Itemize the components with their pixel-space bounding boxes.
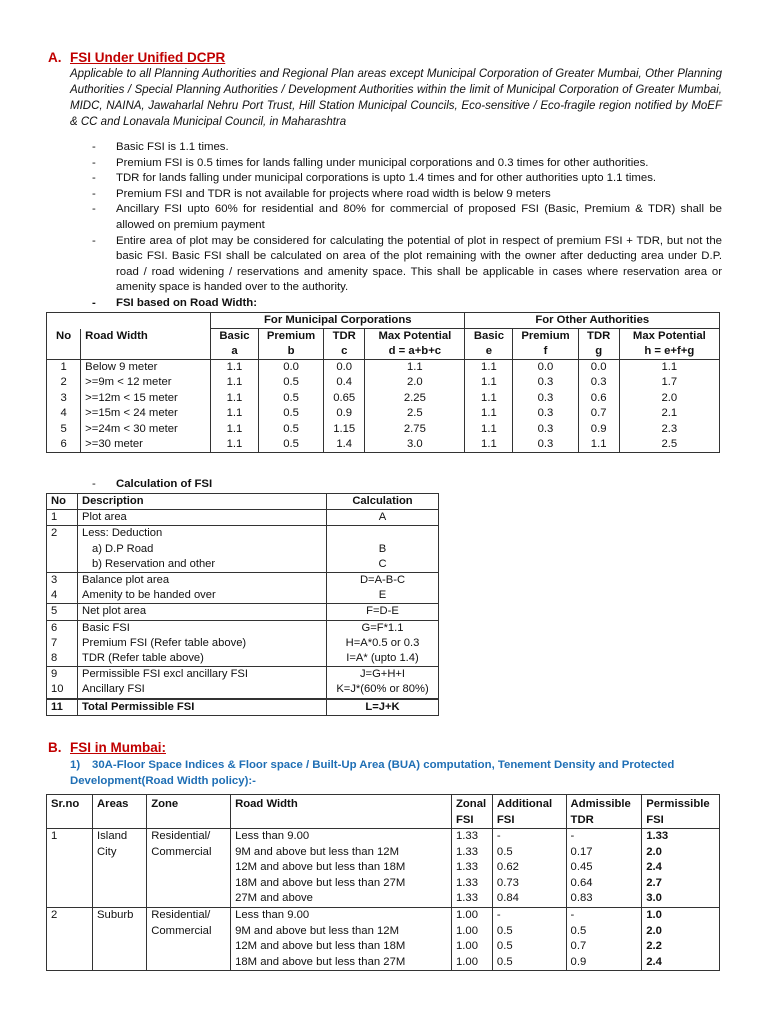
subheading-text: 30A-Floor Space Indices & Floor space / Built-Up Area (BUA) computation, Tenement Density and Protected Development(Road Width policy):- [70, 759, 675, 787]
table-cell: 0.84 [492, 891, 566, 907]
table-cell: 6 [47, 437, 81, 453]
table-cell: 1.33 [452, 845, 493, 861]
table-cell [47, 542, 78, 557]
table-header-cell: Calculation [327, 494, 439, 510]
table-cell: 1.15 [324, 422, 365, 437]
table-cell: 1.00 [452, 907, 493, 923]
table-cell: 18M and above but less than 27M [231, 955, 452, 971]
table-cell: 0.5 [492, 845, 566, 861]
table-cell: 1.1 [619, 360, 719, 376]
table-cell: 1.1 [211, 375, 259, 390]
table-cell: 0.62 [492, 860, 566, 876]
table-cell: 1.1 [211, 422, 259, 437]
table-cell: >=12m < 15 meter [81, 391, 211, 406]
table-cell: H=A*0.5 or 0.3 [327, 636, 439, 651]
table-cell: 1.1 [465, 375, 513, 390]
table-cell: >=9m < 12 meter [81, 375, 211, 390]
table-cell: 2.25 [365, 391, 465, 406]
table-cell-area: Suburb [93, 907, 147, 970]
table-cell: 3 [47, 573, 78, 589]
table-header-cell: Basic [211, 329, 259, 345]
table-cell: I=A* (upto 1.4) [327, 651, 439, 667]
table-row [47, 682, 439, 698]
table-header-cell: Premium [513, 329, 578, 345]
bullet-item: - Basic FSI is 1.1 times. [92, 140, 722, 156]
table-cell: 0.5 [258, 375, 323, 390]
table-cell: 1.1 [465, 360, 513, 376]
table-row [47, 636, 439, 651]
table-cell: 0.5 [258, 391, 323, 406]
table-cell: 2.4 [642, 860, 720, 876]
table-cell: 0.5 [258, 422, 323, 437]
table-cell: 0.3 [578, 375, 619, 390]
table-cell: 0.7 [566, 939, 642, 955]
bullet-item: - Entire area of plot may be considered for calculating the potential of plot in respect of premium FSI + TDR, but not the basic FSI. Basic FSI shall be calculated on area of the plot remaining with the owner after deducting area under D.P. road / road widening / reservations and amenity space. This shall be applicable in cases where reservation area or amenity space is handed over to the authority. [92, 234, 722, 296]
table-cell-area: Island City [93, 829, 147, 908]
table-cell: >=15m < 24 meter [81, 406, 211, 421]
table-cell: 2.75 [365, 422, 465, 437]
table-header-row [47, 795, 720, 829]
table-cell: 9M and above but less than 12M [231, 924, 452, 940]
table-row [47, 391, 720, 406]
table-header-cell: Zonal FSI [452, 795, 493, 829]
table-header-cell: Areas [93, 795, 147, 829]
table-cell: TDR (Refer table above) [78, 651, 327, 667]
table-cell [47, 557, 78, 573]
table-cell: 0.3 [513, 375, 578, 390]
table-subheader-cell: b [258, 344, 323, 360]
table-cell: 10 [47, 682, 78, 698]
table-cell: 0.3 [513, 437, 578, 453]
table-cell: 1.1 [211, 391, 259, 406]
table-cell: >=24m < 30 meter [81, 422, 211, 437]
table-header-cell: Description [78, 494, 327, 510]
table-cell: 0.5 [492, 924, 566, 940]
bullet-item: - Premium FSI and TDR is not available for projects where road width is below 9 meters [92, 187, 722, 203]
table-row [47, 907, 720, 923]
table-cell: 0.9 [578, 422, 619, 437]
table-subheader-cell: d = a+b+c [365, 344, 465, 360]
table-row [47, 620, 439, 636]
table-row [47, 360, 720, 376]
table-row [47, 557, 439, 573]
table-cell: Basic FSI [78, 620, 327, 636]
table-cell: 1.00 [452, 955, 493, 971]
table-cell: 0.5 [258, 437, 323, 453]
table-header-cell: No [47, 329, 81, 345]
table-header-cell: Admissible TDR [566, 795, 642, 829]
table-header-cell: Road Width [81, 329, 211, 345]
table-row [47, 829, 720, 845]
table-row [47, 604, 439, 620]
section-a-bullets [92, 140, 722, 312]
table-header-cell [81, 313, 211, 329]
table-cell: Total Permissible FSI [78, 699, 327, 716]
table-subheader-row [47, 344, 720, 360]
bullet-item: - TDR for lands falling under municipal corporations is upto 1.4 times and for other authorities upto 1.1 times. [92, 171, 722, 187]
table-header-cell: Max Potential [365, 329, 465, 345]
section-b-heading [48, 740, 166, 755]
table-cell: 1.00 [452, 939, 493, 955]
section-b-letter: B. [48, 740, 62, 755]
table-cell: - [492, 829, 566, 845]
table-cell: 1.1 [465, 406, 513, 421]
fsi-road-width-table-body [47, 360, 720, 453]
table-row [47, 406, 720, 421]
table-cell: b) Reservation and other [78, 557, 327, 573]
table-cell: - [492, 907, 566, 923]
table-cell: 2.2 [642, 939, 720, 955]
section-a-heading [48, 50, 225, 65]
bullet-item: - Ancillary FSI upto 60% for residential and 80% for commercial of proposed FSI (Basic, Premium & TDR) shall be allowed on premium payment [92, 202, 722, 233]
table-cell: 1.1 [465, 437, 513, 453]
table-cell: 2.0 [642, 924, 720, 940]
table-cell: 2.5 [365, 406, 465, 421]
table-cell: A [327, 510, 439, 526]
table-header-cell [47, 344, 81, 360]
table-cell: 12M and above but less than 18M [231, 860, 452, 876]
table-header-row [47, 494, 439, 510]
table-cell: 2.4 [642, 955, 720, 971]
table-header-group-mc: For Municipal Corporations [211, 313, 465, 329]
table-cell: 11 [47, 699, 78, 716]
calc-title: - Calculation of FSI [92, 478, 212, 490]
table-cell: 1.1 [365, 360, 465, 376]
table-cell: L=J+K [327, 699, 439, 716]
table-cell: Ancillary FSI [78, 682, 327, 698]
table-cell: 0.73 [492, 876, 566, 892]
table-cell: >=30 meter [81, 437, 211, 453]
table-cell: Premium FSI (Refer table above) [78, 636, 327, 651]
table-cell: E [327, 588, 439, 604]
table-cell: F=D-E [327, 604, 439, 620]
table-cell: 2.5 [619, 437, 719, 453]
table-cell: 1.33 [642, 829, 720, 845]
table-cell: G=F*1.1 [327, 620, 439, 636]
table-cell: 1.1 [211, 406, 259, 421]
table-cell: 18M and above but less than 27M [231, 876, 452, 892]
table-cell-srno: 1 [47, 829, 93, 908]
table-row [47, 667, 439, 683]
table-header-row [47, 329, 720, 345]
table-cell: 3 [47, 391, 81, 406]
table-cell: 27M and above [231, 891, 452, 907]
table-cell: Balance plot area [78, 573, 327, 589]
table-header-cell: No [47, 494, 78, 510]
table-cell: 1.33 [452, 891, 493, 907]
mumbai-fsi-table [46, 794, 720, 971]
table-subheader-cell: g [578, 344, 619, 360]
table-header-cell: Permissible FSI [642, 795, 720, 829]
table-header-cell: Basic [465, 329, 513, 345]
table-header-cell: TDR [578, 329, 619, 345]
table-cell-zone: Residential/ Commercial [147, 829, 231, 908]
suburb-group [47, 907, 720, 970]
section-b-subheading [70, 757, 722, 789]
subheading-number: 1) [70, 759, 81, 771]
table-cell: Less than 9.00 [231, 907, 452, 923]
table-row [47, 573, 439, 589]
table-cell: 0.6 [578, 391, 619, 406]
table-subheader-cell: a [211, 344, 259, 360]
table-header-cell: Road Width [231, 795, 452, 829]
table-cell: a) D.P Road [78, 542, 327, 557]
table-cell: 3.0 [365, 437, 465, 453]
fsi-road-width-table [46, 312, 720, 453]
table-cell: 12M and above but less than 18M [231, 939, 452, 955]
table-cell: 0.5 [492, 939, 566, 955]
table-subheader-cell: h = e+f+g [619, 344, 719, 360]
table-cell-srno: 2 [47, 907, 93, 970]
section-a-intro: Applicable to all Planning Authorities and Regional Plan areas except Municipal Corporation of Greater Mumbai, Other Planning Authorities / Special Planning Authorities / Development Authorities within the limit of Municipal Corporation of Greater Mumbai, MIDC, NAINA, Jawaharlal Nehru Port Trust, Hill Station Municipal Councils, Eco-sensitive / Eco-fragile region notified by MoEF & CC and Lonavala Municipal Council, in Maharashtra [70, 68, 722, 128]
section-a-letter: A. [48, 50, 62, 65]
table-subheader-cell: c [324, 344, 365, 360]
table-row-total [47, 699, 439, 716]
table-cell: 0.45 [566, 860, 642, 876]
table-cell: 1.1 [211, 437, 259, 453]
table-cell: 2.0 [619, 391, 719, 406]
table-cell: 0.0 [324, 360, 365, 376]
table-row [47, 437, 720, 453]
table-cell: K=J*(60% or 80%) [327, 682, 439, 698]
table-cell: 1.7 [619, 375, 719, 390]
table-cell: 0.9 [324, 406, 365, 421]
table-cell: 1.00 [452, 924, 493, 940]
table-cell: 1.1 [578, 437, 619, 453]
table-cell: Net plot area [78, 604, 327, 620]
table-row [47, 510, 439, 526]
table-cell: 5 [47, 422, 81, 437]
table-cell: 1.33 [452, 829, 493, 845]
table-cell: Below 9 meter [81, 360, 211, 376]
section-a-title: FSI Under Unified DCPR [70, 50, 226, 65]
table-cell: 1.4 [324, 437, 365, 453]
table-cell [327, 526, 439, 542]
table-cell: 0.5 [258, 406, 323, 421]
table-header-cell: Sr.no [47, 795, 93, 829]
table-cell: 3.0 [642, 891, 720, 907]
table-cell: 2 [47, 526, 78, 542]
table-cell: 0.0 [513, 360, 578, 376]
table-subheader-cell: e [465, 344, 513, 360]
table-cell: 8 [47, 651, 78, 667]
fsi-calculation-table [46, 493, 439, 716]
table-row [47, 542, 439, 557]
table-row [47, 375, 720, 390]
table-cell: 2 [47, 375, 81, 390]
bullet-item-road-width: - FSI based on Road Width: [92, 296, 722, 312]
table-cell: 9M and above but less than 12M [231, 845, 452, 861]
table-cell: 0.3 [513, 406, 578, 421]
table-cell: 2.3 [619, 422, 719, 437]
table-cell: Permissible FSI excl ancillary FSI [78, 667, 327, 683]
table-cell: Amenity to be handed over [78, 588, 327, 604]
table-header-cell: Max Potential [619, 329, 719, 345]
table-cell: 0.7 [578, 406, 619, 421]
table-header-cell [47, 313, 81, 329]
section-b-title: FSI in Mumbai: [70, 740, 166, 755]
island-city-group [47, 829, 720, 908]
table-subheader-cell: f [513, 344, 578, 360]
table-cell: D=A-B-C [327, 573, 439, 589]
table-cell: 0.0 [258, 360, 323, 376]
table-row [47, 526, 439, 542]
table-cell: 1.33 [452, 860, 493, 876]
table-row [47, 422, 720, 437]
table-cell: 0.17 [566, 845, 642, 861]
table-header-cell: Additional FSI [492, 795, 566, 829]
table-cell: 1.33 [452, 876, 493, 892]
table-header-cell [81, 344, 211, 360]
table-cell: 0.5 [566, 924, 642, 940]
table-cell: 0.4 [324, 375, 365, 390]
table-cell: 4 [47, 588, 78, 604]
table-cell: Less: Deduction [78, 526, 327, 542]
table-cell: 0.64 [566, 876, 642, 892]
table-cell: J=G+H+I [327, 667, 439, 683]
table-cell: 0.5 [492, 955, 566, 971]
table-cell: 2.0 [642, 845, 720, 861]
table-cell: 5 [47, 604, 78, 620]
table-cell: 9 [47, 667, 78, 683]
table-header-cell: TDR [324, 329, 365, 345]
table-cell: 1.0 [642, 907, 720, 923]
table-cell: 1 [47, 510, 78, 526]
bullet-item: - Premium FSI is 0.5 times for lands falling under municipal corporations and 0.3 times for other authorities. [92, 156, 722, 172]
table-cell: 1 [47, 360, 81, 376]
table-cell: - [566, 907, 642, 923]
table-cell: 2.0 [365, 375, 465, 390]
table-header-group-oa: For Other Authorities [465, 313, 720, 329]
table-cell: 0.3 [513, 422, 578, 437]
table-cell: 0.83 [566, 891, 642, 907]
table-cell-zone: Residential/ Commercial [147, 907, 231, 970]
table-cell: Less than 9.00 [231, 829, 452, 845]
table-cell: 0.9 [566, 955, 642, 971]
table-cell: 1.1 [465, 391, 513, 406]
table-cell: B [327, 542, 439, 557]
table-cell: 0.65 [324, 391, 365, 406]
table-cell: 6 [47, 620, 78, 636]
table-cell: - [566, 829, 642, 845]
table-cell: 1.1 [211, 360, 259, 376]
table-header-cell: Zone [147, 795, 231, 829]
table-cell: 4 [47, 406, 81, 421]
table-cell: C [327, 557, 439, 573]
table-cell: 0.3 [513, 391, 578, 406]
table-row [47, 588, 439, 604]
table-cell: Plot area [78, 510, 327, 526]
table-cell: 2.7 [642, 876, 720, 892]
table-row [47, 651, 439, 667]
table-header-cell: Premium [258, 329, 323, 345]
table-cell: 0.0 [578, 360, 619, 376]
table-cell: 7 [47, 636, 78, 651]
table-header-group-row [47, 313, 720, 329]
table-cell: 2.1 [619, 406, 719, 421]
table-cell: 1.1 [465, 422, 513, 437]
